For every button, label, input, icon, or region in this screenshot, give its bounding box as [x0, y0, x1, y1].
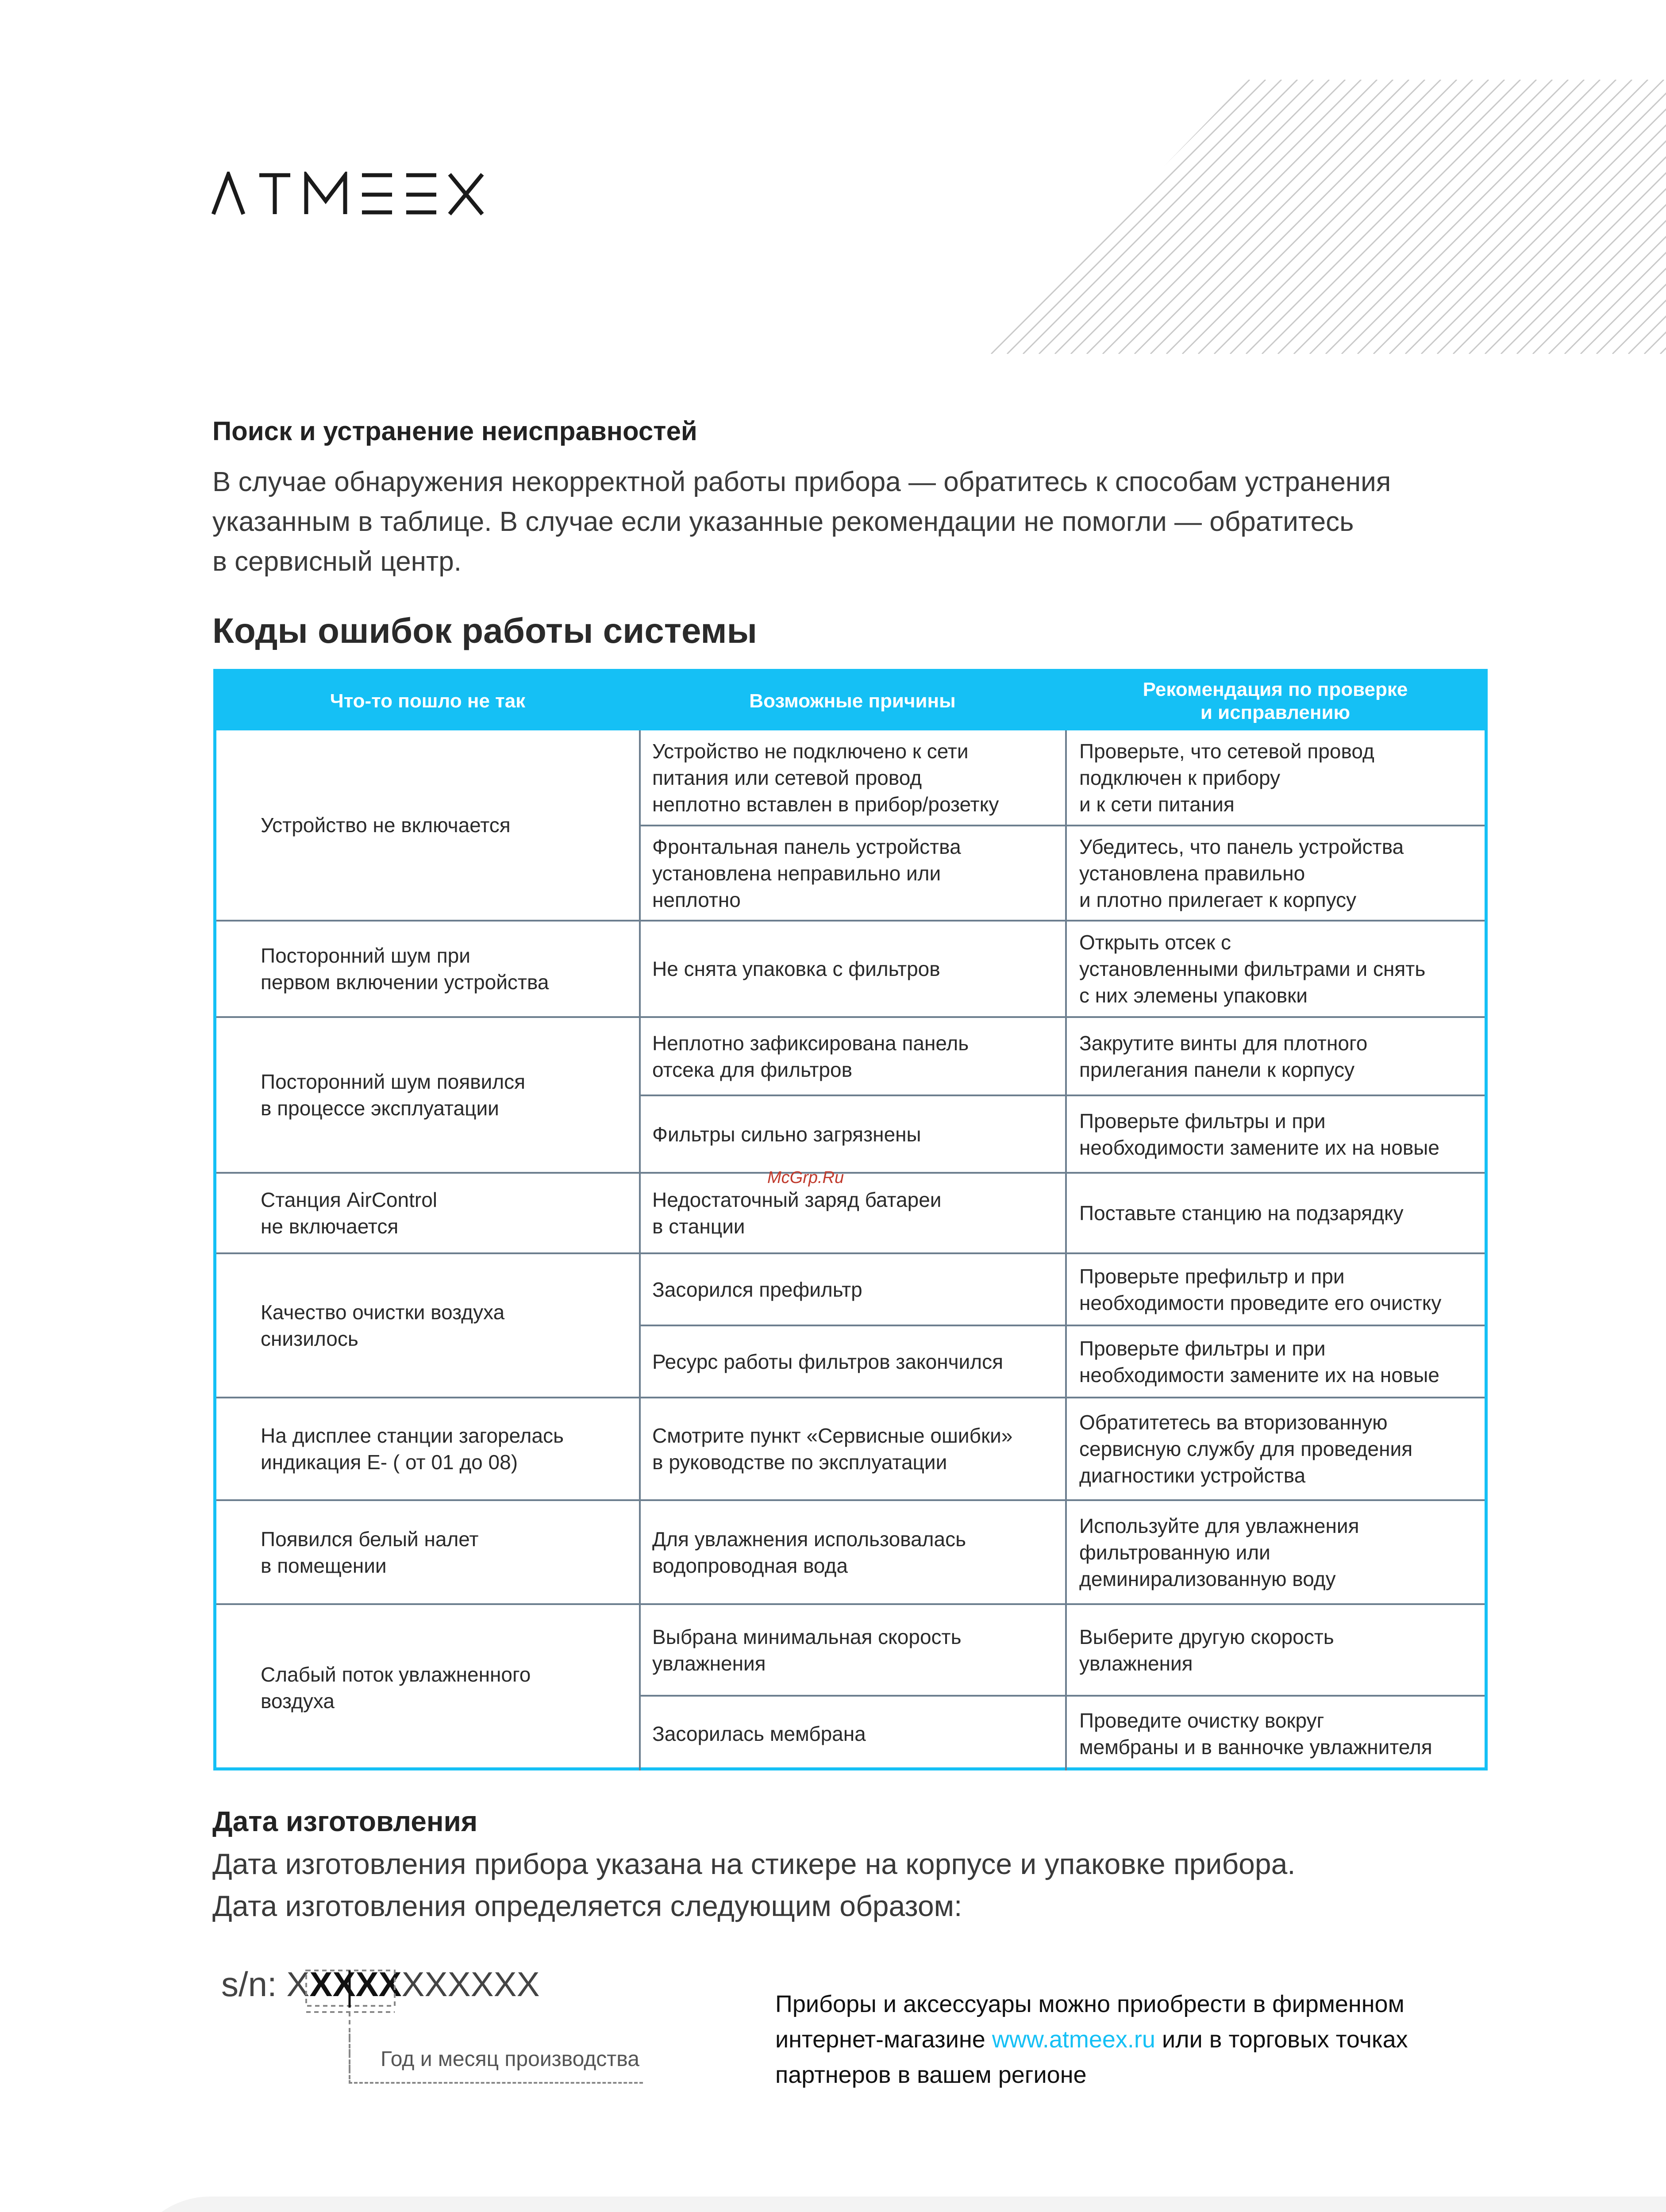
- problem-cell: Устройство не включается: [261, 814, 511, 837]
- hatch-line: [1469, 80, 1666, 354]
- error-codes-table: [213, 669, 1488, 1770]
- fix-cell: Закрутите винты для плотного прилегания панели к корпусу: [1079, 1031, 1368, 1081]
- fix-cell: Поставьте станцию на подзарядку: [1079, 1202, 1404, 1225]
- hatch-line: [1628, 80, 1666, 354]
- column-header-fixes: Рекомендация по проверке и исправлению: [1066, 672, 1485, 730]
- hatch-line: [982, 80, 995, 354]
- hatch-line: [982, 80, 1011, 354]
- sn-date-digits: XXXX: [309, 1965, 402, 2004]
- hatch-line: [1660, 80, 1666, 354]
- fix-cell: Проверьте фильтры и при необходимости замените их на новые: [1079, 1336, 1439, 1386]
- sn-caption-frame: [349, 2028, 643, 2084]
- cause-cell: Смотрите пункт «Сервисные ошибки» в руководстве по эксплуатации: [652, 1424, 1013, 1474]
- hatch-line: [982, 80, 1027, 354]
- fix-cell: Проверьте фильтры и при необходимости замените их на новые: [1079, 1109, 1439, 1159]
- troubleshooting-line: В случае обнаружения некорректной работы прибора — обратитесь к способам устранения: [212, 467, 1391, 497]
- purchase-line: партнеров в вашем регионе: [775, 2062, 1087, 2088]
- cause-cell: Недостаточный заряд батареи в станции: [652, 1188, 942, 1238]
- hatch-line: [982, 80, 1090, 354]
- column-divider: [639, 730, 641, 1770]
- hatch-line: [982, 80, 1234, 354]
- cause-cell: Засорился префильтр: [652, 1278, 862, 1301]
- shop-link[interactable]: www.atmeex.ru: [992, 2026, 1155, 2053]
- cause-cell: Выбрана минимальная скорость увлажнения: [652, 1625, 962, 1675]
- troubleshooting-line: указанным в таблице. В случае если указанные рекомендации не помогли — обратитесь: [212, 507, 1354, 537]
- cause-cell: Засорилась мембрана: [652, 1722, 866, 1745]
- sn-suffix: XXXXXX: [401, 1965, 540, 2004]
- hatch-line: [982, 80, 1202, 354]
- column-header-problem: Что-то пошло не так: [216, 672, 639, 730]
- troubleshooting-text: [212, 462, 1540, 582]
- manufacture-line: Дата изготовления прибора указана на стикере на корпусе и упаковке прибора.: [212, 1847, 1296, 1880]
- hatch-line: [982, 80, 1170, 354]
- fix-cell: Открыть отсек с установленными фильтрами и снять с них элемены упаковки: [1079, 931, 1426, 1007]
- purchase-text: или в торговых точках: [1155, 2026, 1408, 2053]
- hatch-line: [982, 80, 1058, 354]
- fix-cell: Проверьте префильтр и при необходимости проведите его очистку: [1079, 1264, 1442, 1314]
- problem-cell: Появился белый налет в помещении: [261, 1527, 479, 1577]
- hatch-line: [982, 80, 1186, 354]
- hatch-line: [982, 80, 1218, 354]
- error-codes-title: Коды ошибок работы системы: [212, 611, 757, 650]
- problem-cell: Станция AirControl не включается: [261, 1188, 437, 1238]
- footer: [126, 2197, 1666, 2212]
- problem-cell: Слабый поток увлажненного воздуха: [261, 1663, 531, 1713]
- decorative-hatch: [982, 80, 1666, 354]
- hatch-line: [982, 80, 1074, 354]
- hatch-line: [982, 80, 1043, 354]
- watermark-text: McGrp.Ru: [767, 1168, 844, 1187]
- cause-cell: Фронтальная панель устройства установлена неправильно или неплотно: [652, 835, 961, 911]
- problem-cell: Посторонний шум появился в процессе эксплуатации: [261, 1070, 525, 1120]
- hatch-line: [1533, 80, 1666, 354]
- atmeex-logo: [212, 172, 486, 216]
- purchase-text: интернет-магазине: [775, 2026, 992, 2053]
- problem-cell: На дисплее станции загорелась индикация Е- ( от 01 до 08): [261, 1424, 564, 1474]
- fix-cell: Проведите очистку вокруг мембраны и в ванночке увлажнителя: [1079, 1709, 1432, 1759]
- sn-prefix: s/n: X: [221, 1965, 310, 2004]
- hatch-line: [982, 80, 1250, 354]
- hatch-line: [1437, 80, 1666, 354]
- purchase-info: [775, 1986, 1616, 2093]
- fix-cell: Убедитесь, что панель устройства установлена правильно и плотно прилегает к корпусу: [1079, 835, 1404, 911]
- fix-cell: Используйте для увлажнения фильтрованную или деминирализованную воду: [1079, 1514, 1359, 1590]
- troubleshooting-line: в сервисный центр.: [212, 546, 462, 577]
- fix-cell: Выберите другую скорость увлажнения: [1079, 1625, 1334, 1675]
- cause-cell: Ресурс работы фильтров закончился: [652, 1350, 1004, 1373]
- sn-caption: Год и месяц производства: [381, 2047, 639, 2071]
- fix-cell: Проверьте, что сетевой провод подключен к прибору и к сети питания: [1079, 739, 1374, 816]
- cause-cell: Не снята упаковка с фильтров: [652, 957, 940, 980]
- cause-cell: Неплотно зафиксирована панель отсека для фильтров: [652, 1031, 969, 1081]
- manufacture-line: Дата изготовления определяется следующим образом:: [212, 1889, 962, 1922]
- cause-cell: Для увлажнения использовалась водопроводная вода: [652, 1527, 966, 1577]
- column-header-causes: Возможные причины: [639, 672, 1066, 730]
- hatch-line: [982, 80, 1122, 354]
- hatch-line: [1405, 80, 1666, 354]
- fix-cell: Обратитетесь ва вторизованную сервисную службу для проведения диагностики устройства: [1079, 1411, 1413, 1487]
- hatch-line: [982, 80, 1138, 354]
- purchase-line: [775, 2022, 1616, 2057]
- hatch-line: [1565, 80, 1666, 354]
- problem-cell: Качество очистки воздуха снизилось: [261, 1301, 505, 1350]
- hatch-line: [982, 80, 1106, 354]
- problem-cell: Посторонний шум при первом включении устройства: [261, 944, 549, 994]
- purchase-line: Приборы и аксессуары можно приобрести в фирменном: [775, 1991, 1404, 2017]
- manufacture-title: Дата изготовления: [212, 1805, 478, 1837]
- cause-cell: Фильтры сильно загрязнены: [652, 1122, 921, 1146]
- column-divider: [1065, 730, 1067, 1770]
- troubleshooting-title: Поиск и устранение неисправностей: [212, 416, 697, 446]
- cause-cell: Устройство не подключено к сети питания или сетевой провод неплотно вставлен в прибор/розетку: [652, 739, 999, 816]
